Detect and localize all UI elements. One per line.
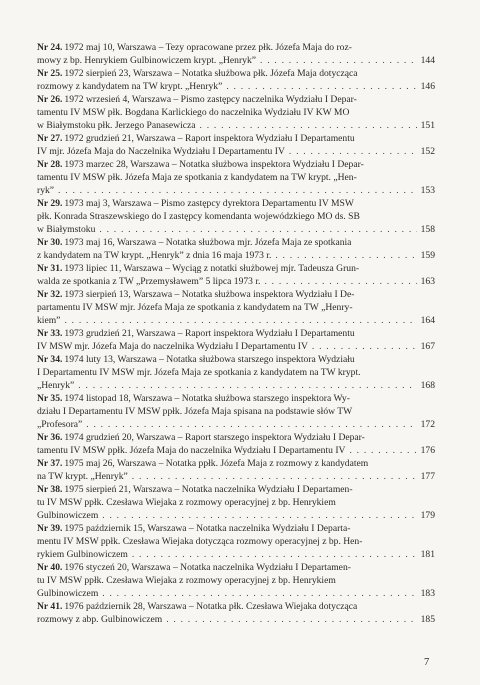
toc-entry-line [37, 457, 435, 470]
entry-number: Nr 30. [37, 237, 63, 248]
toc-entry-line [37, 223, 435, 236]
toc-entry-line [37, 80, 435, 93]
toc-entry-line [37, 379, 435, 392]
toc-entry-line [37, 41, 435, 54]
entry-text: 1976 styczeń 20, Warszawa – Notatka naczelnika Wydziału I Departamen- [64, 562, 351, 573]
entry-page-number: 163 [420, 276, 435, 287]
entry-number: Nr 24. [37, 42, 63, 53]
dot-leader [200, 119, 417, 132]
entry-number: Nr 34. [37, 354, 63, 365]
toc-entry-line [37, 249, 435, 262]
toc-entry-line [37, 275, 435, 288]
entry-text: I Departamentu IV MSW mjr. Józefa Maja ze spotkania z kandydatem na TW krypt. [37, 367, 361, 378]
toc-entry-line [37, 522, 435, 535]
toc-entry [37, 158, 435, 197]
toc-entry-line [37, 210, 435, 223]
entry-text: 1974 luty 13, Warszawa – Notatka służbowa starszego inspektora Wydziału [64, 354, 355, 365]
entry-number: Nr 35. [37, 393, 63, 404]
toc-entry-line [37, 184, 435, 197]
entry-text: walda ze spotkania z TW „Przemysławem” 5 lipca 1973 r. [37, 276, 261, 287]
toc-entry-line [37, 301, 435, 314]
entry-text: rykiem Gulbinowiczem [37, 549, 128, 560]
entry-text: mentu IV MSW ppłk. Czesława Wiejaka dotycząca rozmowy operacyjnej z bp. Hen- [37, 536, 363, 547]
entry-page-number: 181 [420, 549, 435, 560]
entry-text: 1973 sierpień 13, Warszawa – Notatka służbowa inspektora Wydziału I De- [64, 289, 355, 300]
entry-page-number: 164 [420, 315, 435, 326]
entry-text: tu IV MSW ppłk. Czesława Wiejaka z rozmowy operacyjnej z bp. Henrykiem [37, 575, 336, 586]
entry-text: partamentu IV MSW mjr. Józefa Maja ze spotkania z kandydatem na TW „Henry- [37, 302, 353, 313]
entry-text: „Profesora” [37, 419, 83, 430]
entry-number: Nr 29. [37, 198, 63, 209]
toc-entry-line [37, 340, 435, 353]
toc-entry-line [37, 405, 435, 418]
entry-number: Nr 26. [37, 94, 63, 105]
entry-text: tamentu IV MSW ppłk. Józefa Maja do naczelnika Wydziału I Departamentu IV [37, 445, 346, 456]
entry-number: Nr 31. [37, 263, 63, 274]
entry-text: 1973 grudzień 21, Warszawa – Raport inspektora Wydziału I Departamentu [64, 328, 355, 339]
entry-text: IV mjr. Józefa Maja do Naczelnika Wydziału I Departamentu IV [37, 146, 285, 157]
entry-text: w Białymstoku płk. Jerzego Panasewicza [37, 120, 196, 131]
toc-entry [37, 262, 435, 288]
toc-entry-line [37, 561, 435, 574]
toc-entry [37, 197, 435, 236]
table-of-contents [37, 41, 435, 626]
toc-entry [37, 41, 435, 67]
toc-entry [37, 431, 435, 457]
entry-text: ryk” [37, 185, 55, 196]
toc-entry [37, 600, 435, 626]
entry-number: Nr 36. [37, 432, 63, 443]
toc-entry [37, 522, 435, 561]
entry-text: 1973 lipiec 11, Warszawa – Wyciąg z notatki służbowej mjr. Tadeusza Grun- [64, 263, 360, 274]
toc-entry [37, 93, 435, 132]
toc-entry-line [37, 600, 435, 613]
toc-entry [37, 288, 435, 327]
dot-leader [166, 613, 416, 626]
toc-entry-line [37, 236, 435, 249]
toc-entry [37, 132, 435, 158]
entry-text: rozmowy z abp. Gulbinowiczem [37, 614, 163, 625]
dot-leader [132, 470, 417, 483]
dot-leader [312, 340, 417, 353]
entry-number: Nr 32. [37, 289, 63, 300]
entry-text: 1973 marzec 28, Warszawa – Notatka służbowa inspektora Wydziału I Depar- [64, 159, 364, 170]
entry-text: działu I Departamentu IV MSW ppłk. Józefa Maja spisana na podstawie słów TW [37, 406, 353, 417]
toc-entry-line [37, 54, 435, 67]
entry-page-number: 151 [420, 120, 435, 131]
entry-text: 1975 sierpień 21, Warszawa – Notatka naczelnika Wydziału I Departamen- [64, 484, 353, 495]
entry-text: płk. Konrada Straszewskiego do I zastępcy komendanta wojewódzkiego MO ds. SB [37, 211, 360, 222]
entry-page-number: 167 [420, 341, 435, 352]
entry-text: 1972 wrzesień 4, Warszawa – Pismo zastępcy naczelnika Wydziału I Depar- [64, 94, 357, 105]
dot-leader [86, 418, 416, 431]
entry-number: Nr 28. [37, 159, 63, 170]
toc-entry-line [37, 158, 435, 171]
toc-entry-line [37, 574, 435, 587]
toc-entry [37, 327, 435, 353]
entry-text: z kandydatem na TW krypt. „Henryk” z dnia 16 maja 1973 r. [37, 250, 272, 261]
toc-entry [37, 67, 435, 93]
toc-entry [37, 236, 435, 262]
entry-page-number: 144 [420, 55, 435, 66]
toc-entry-line [37, 431, 435, 444]
dot-leader [275, 249, 416, 262]
toc-entry-line [37, 535, 435, 548]
toc-entry [37, 353, 435, 392]
toc-entry-line [37, 509, 435, 522]
entry-text: tu IV MSW ppłk. Czesława Wiejaka z rozmowy operacyjnej z bp. Henrykiem [37, 497, 336, 508]
toc-entry [37, 561, 435, 600]
toc-entry-line [37, 483, 435, 496]
toc-entry-line [37, 145, 435, 158]
dot-leader [102, 587, 416, 600]
entry-text: tamentu IV MSW płk. Józefa Maja ze spotkania z kandydatem na TW krypt. „Hen- [37, 172, 357, 183]
toc-entry-line [37, 392, 435, 405]
entry-text: IV MSW mjr. Józefa Maja do naczelnika Wydziału I Departamentu IV [37, 341, 308, 352]
entry-text: 1974 grudzień 20, Warszawa – Raport starszego inspektora Wydziału I Depar- [64, 432, 365, 443]
toc-entry [37, 457, 435, 483]
entry-number: Nr 25. [37, 68, 63, 79]
entry-page-number: 159 [420, 250, 435, 261]
entry-text: 1976 październik 28, Warszawa – Notatka płk. Czesława Wiejaka dotycząca [64, 601, 358, 612]
dot-leader [260, 54, 417, 67]
entry-page-number: 179 [420, 510, 435, 521]
entry-text: mowy z bp. Henrykiem Gulbinowiczem krypt. „Henryk” [37, 55, 256, 66]
entry-text: 1975 październik 15, Warszawa – Notatka naczelnika Wydziału I Departa- [64, 523, 351, 534]
entry-page-number: 168 [420, 380, 435, 391]
entry-text: tamentu IV MSW płk. Bogdana Karlickiego do naczelnika Wydziału IV KW MO [37, 107, 350, 118]
toc-entry-line [37, 197, 435, 210]
toc-entry-line [37, 106, 435, 119]
entry-text: 1974 listopad 18, Warszawa – Notatka służbowa starszego inspektora Wy- [64, 393, 350, 404]
toc-entry [37, 483, 435, 522]
dot-leader [99, 223, 416, 236]
entry-text: 1972 grudzień 21, Warszawa – Raport inspektora Wydziału I Departamentu [64, 133, 355, 144]
entry-number: Nr 27. [37, 133, 63, 144]
entry-number: Nr 41. [37, 601, 63, 612]
toc-entry-line [37, 353, 435, 366]
dot-leader [264, 275, 416, 288]
dot-leader [58, 184, 417, 197]
toc-entry-line [37, 587, 435, 600]
entry-page-number: 152 [420, 146, 435, 157]
entry-page-number: 176 [420, 445, 435, 456]
dot-leader [226, 80, 416, 93]
dot-leader [78, 379, 416, 392]
toc-entry-line [37, 366, 435, 379]
toc-entry-line [37, 418, 435, 431]
dot-leader [349, 444, 416, 457]
toc-entry-line [37, 613, 435, 626]
toc-entry-line [37, 93, 435, 106]
page-number: 7 [424, 657, 430, 668]
toc-entry-line [37, 288, 435, 301]
entry-text: na TW krypt. „Henryk” [37, 471, 128, 482]
toc-entry-line [37, 548, 435, 561]
entry-text: w Białymstoku [37, 224, 96, 235]
entry-text: 1975 maj 26, Warszawa – Notatka ppłk. Józefa Maja z rozmowy z kandydatem [64, 458, 369, 469]
entry-text: „Henryk” [37, 380, 75, 391]
toc-entry-line [37, 496, 435, 509]
entry-page-number: 146 [420, 81, 435, 92]
toc-entry-line [37, 132, 435, 145]
entry-text: 1973 maj 3, Warszawa – Pismo zastępcy dyrektora Departamentu IV MSW [64, 198, 354, 209]
toc-entry-line [37, 119, 435, 132]
toc-entry-line [37, 314, 435, 327]
entry-text: 1972 maj 10, Warszawa – Tezy opracowane przez płk. Józefa Maja do roz- [64, 42, 352, 53]
entry-text: 1972 sierpień 23, Warszawa – Notatka służbowa płk. Józefa Maja dotycząca [64, 68, 358, 79]
entry-text: kiem” [37, 315, 61, 326]
dot-leader [64, 314, 416, 327]
entry-text: Gulbinowiczem [37, 588, 99, 599]
entry-page-number: 185 [420, 614, 435, 625]
toc-entry-line [37, 171, 435, 184]
entry-number: Nr 40. [37, 562, 63, 573]
toc-entry [37, 392, 435, 431]
entry-number: Nr 37. [37, 458, 63, 469]
entry-page-number: 153 [420, 185, 435, 196]
entry-page-number: 177 [420, 471, 435, 482]
entry-text: Gulbinowiczem [37, 510, 99, 521]
dot-leader [102, 509, 416, 522]
entry-text: 1973 maj 16, Warszawa – Notatka służbowa mjr. Józefa Maja ze spotkania [64, 237, 352, 248]
dot-leader [132, 548, 417, 561]
toc-entry-line [37, 67, 435, 80]
toc-entry-line [37, 444, 435, 457]
entry-page-number: 158 [420, 224, 435, 235]
toc-entry-line [37, 262, 435, 275]
toc-entry-line [37, 327, 435, 340]
entry-number: Nr 38. [37, 484, 63, 495]
entry-text: rozmowy z kandydatem na TW krypt. „Henryk” [37, 81, 223, 92]
entry-number: Nr 39. [37, 523, 63, 534]
entry-page-number: 183 [420, 588, 435, 599]
dot-leader [289, 145, 417, 158]
toc-entry-line [37, 470, 435, 483]
entry-number: Nr 33. [37, 328, 63, 339]
entry-page-number: 172 [420, 419, 435, 430]
